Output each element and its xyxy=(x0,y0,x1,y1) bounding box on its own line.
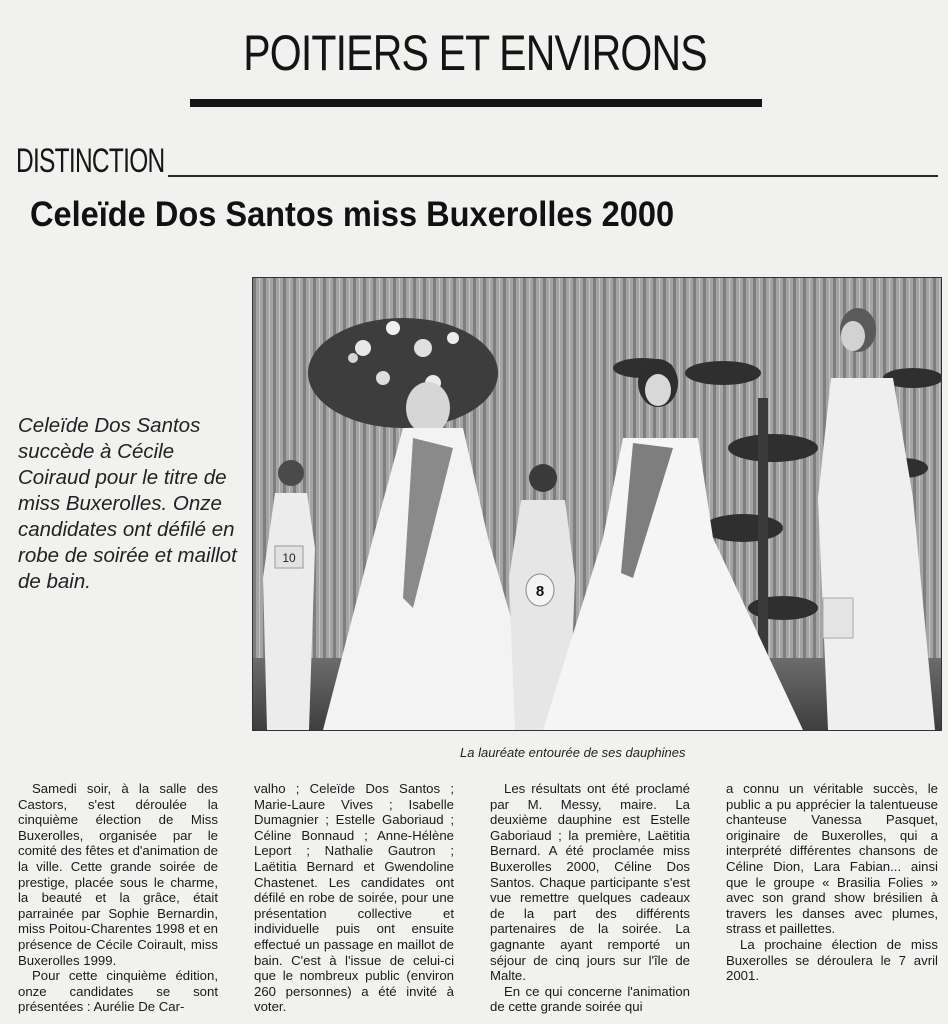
article-photo xyxy=(252,277,942,731)
paragraph: a connu un véritable succès, le public a pu apprécier la talentueuse chanteuse Vanessa Pasquet, originaire de Buxerolles, qui a interprété différentes chansons de Céline Dion, Lara Fabian... ainsi que le groupe « Brasilia Folies » avec son grand show brésilien à travers les danses avec plumes, strass et paillettes. xyxy=(726,781,938,937)
paragraph: Pour cette cinquième édition, onze candidates se sont présentées : Aurélie De Car- xyxy=(18,968,218,1015)
rubric-rule xyxy=(168,175,938,177)
article-lede: Celeïde Dos Santos succède à Cécile Coiraud pour le titre de miss Buxerolles. Onze candidates ont défilé en robe de soirée et maillot de bain. xyxy=(18,414,237,593)
paragraph: valho ; Celeïde Dos Santos ; Marie-Laure Vives ; Isabelle Dumagnier ; Estelle Gaboriaud ; Céline Bonnaud ; Anne-Hélène Leport ; Nathalie Gautron ; Laëtitia Bernard et Gwendoline Chastenet. Les candidates ont défilé en robe de soirée, pour une présentation collective et individuelle puis ont ensuite effectué un passage en maillot de bain. C'est à l'issue de celui-ci que le nombreux public (environ 260 personnes) a été invité à voter. xyxy=(254,781,454,1015)
body-column-4 xyxy=(726,781,938,984)
section-title: POITIERS ET ENVIRONS xyxy=(243,25,707,81)
body-column-3 xyxy=(490,781,690,1015)
section-title-rule xyxy=(190,99,762,107)
body-column-2 xyxy=(254,781,454,1015)
paragraph: Les résultats ont été proclamé par M. Messy, maire. La deuxième dauphine est Estelle Gaboriaud ; la première, Laëtitia Bernard. A été proclamée miss Buxerolles 2000, Céline Dos Santos. Chaque participante s'est vue remettre quelques cadeaux de la part des différents partenaires de la soirée. La gagnante ayant remporté un séjour de cinq jours sur l'île de Malte. xyxy=(490,781,690,984)
paragraph: La prochaine élection de miss Buxerolles se déroulera le 7 avril 2001. xyxy=(726,936,938,984)
rubric-label: DISTINCTION xyxy=(16,142,165,180)
paragraph: En ce qui concerne l'animation de cette grande soirée qui xyxy=(490,983,690,1015)
flower-bouquet xyxy=(308,318,498,428)
body-column-1 xyxy=(18,781,218,1015)
photo-caption: La lauréate entourée de ses dauphines xyxy=(460,745,686,760)
contestant-number-center: 8 xyxy=(535,583,545,600)
photo-illustration xyxy=(253,278,941,730)
article-headline: Celeïde Dos Santos miss Buxerolles 2000 xyxy=(30,195,675,234)
contestant-number-left: 10 xyxy=(282,551,296,565)
paragraph: Samedi soir, à la salle des Castors, s'est déroulée la cinquième élection de Miss Buxerolles, organisée par le comité des fêtes et d'animation de la ville. Cette grande soirée de prestige, placée sous le charme, la beauté et la grâce, était parrainée par Sophie Bernardin, miss Poitou-Charentes 1998 et en présence de Cécile Coirault, miss Buxerolles 1999. xyxy=(18,781,218,968)
